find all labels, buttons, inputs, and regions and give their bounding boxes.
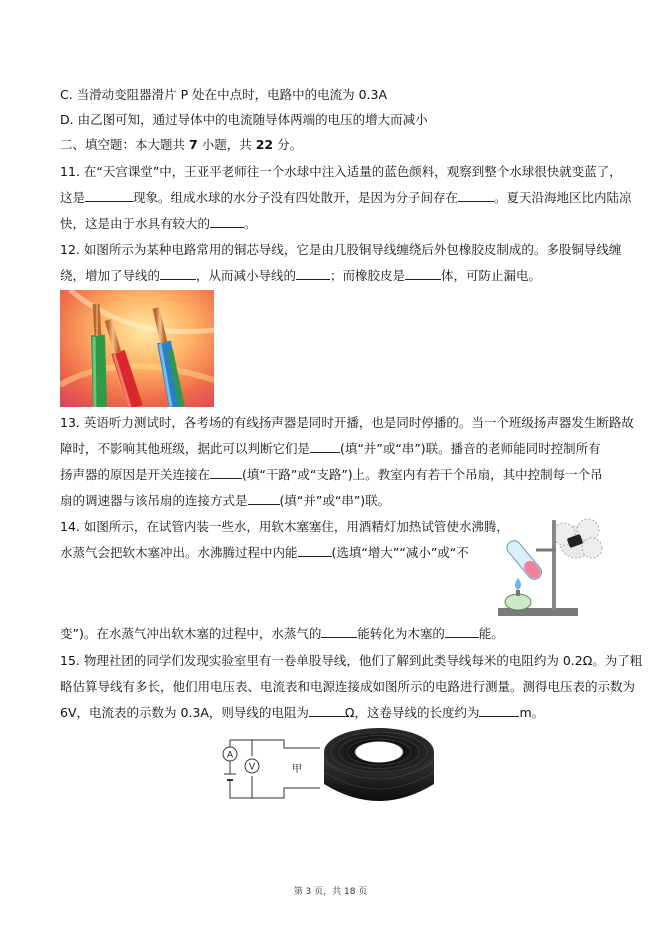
q14-line1: 14. 如图所示，在试管内装一些水，用软木塞塞住，用酒精灯加热试管使水沸腾， [60,519,509,534]
answer-blank[interactable] [210,466,242,479]
answer-blank[interactable] [479,704,519,717]
section-header: 二、填空题：本大题共 7 小题，共 22 分。 [60,137,303,152]
stand-rod [552,520,556,610]
answer-blank[interactable] [321,625,357,638]
option-d: D. 由乙图可知，通过导体中的电流随导体两端的电压的增大而减小 [60,112,428,127]
answer-blank[interactable] [85,189,133,202]
q15-line1: 15. 物理社团的同学们发现实验室里有一卷单股导线，他们了解到此类导线每米的电阻约为 0.2Ω。为了粗 [60,653,643,668]
answer-blank[interactable] [160,267,196,280]
stand-base [498,608,578,616]
q12-line2: 绕，增加了导线的 ，从而减小导线的 ；而橡胶皮是 体，可防止漏电。 [60,268,542,283]
q13-line3: 扬声器的原因是开关连接在 (填“干路”或“支路”)上。教室内有若干个吊扇，其中控制每一个吊 [60,467,603,482]
test-tube [504,538,544,582]
wire-label: 甲 [292,764,302,775]
ammeter-symbol [223,747,237,761]
answer-blank[interactable] [458,189,494,202]
voltmeter-symbol [245,759,259,773]
page-footer: 第 3 页，共 18 页 [293,887,368,897]
q11-line3: 快，这是由于水具有较大的 。 [60,216,257,231]
q13-line2: 障时，不影响其他班级，据此可以判断它们是 (填“并”或“串”)联。播音的老师能同时控制所有 [60,441,601,456]
alcohol-lamp [505,578,531,610]
circuit-diagram [214,730,322,805]
answer-blank[interactable] [445,625,479,638]
answer-blank[interactable] [309,704,345,717]
q13-line1: 13. 英语听力测试时，各考场的有线扬声器是同时开播，也是同时停播的。当一个班级扬声器发生断路故 [60,415,634,430]
q13-line4: 扇的调速器与该吊扇的连接方式是 (填“并”或“串”)联。 [60,493,391,508]
answer-blank[interactable] [210,215,244,228]
q12-line1: 12. 如图所示为某种电路常用的铜芯导线，它是由几股铜导线缠绕后外包橡胶皮制成的。多股铜导线缠 [60,242,622,257]
answer-blank[interactable] [405,267,441,280]
wire-coil-photo [320,722,438,810]
answer-blank[interactable] [296,267,330,280]
option-c: C. 当滑动变阻器滑片 P 处在中点时，电路中的电流为 0.3A [60,87,388,102]
q15-line3: 6V，电流表的示数为 0.3A，则导线的电阻为 Ω，这卷导线的长度约为 m。 [60,705,545,720]
q11-line1: 11. 在“天宫课堂”中，王亚平老师往一个水球中注入适量的蓝色颜料，观察到整个水球很快就变蓝了， [60,164,622,179]
q15-line2: 略估算导线有多长，他们用电压表、电流表和电源连接成如图所示的电路进行测量。测得电压表的示数为 [60,679,636,694]
svg-text:A: A [226,749,234,760]
copper-wire-photo [60,290,214,407]
svg-text:V: V [248,761,256,772]
answer-blank[interactable] [310,440,340,453]
test-tube-apparatus-figure [488,516,604,620]
answer-blank[interactable] [248,492,280,505]
q14-line2: 水蒸气会把软木塞冲出。水沸腾过程中内能 (选填“增大”“减小”或“不 [60,545,469,560]
q11-line2: 这是 现象。组成水球的水分子没有四处散开，是因为分子间存在 。夏天沿海地区比内陆凉 [60,190,632,205]
green-wire [94,304,100,407]
q14-line3: 变”)。在水蒸气冲出软木塞的过程中，水蒸气的 能转化为木塞的 能。 [60,626,504,641]
answer-blank[interactable] [298,544,332,557]
